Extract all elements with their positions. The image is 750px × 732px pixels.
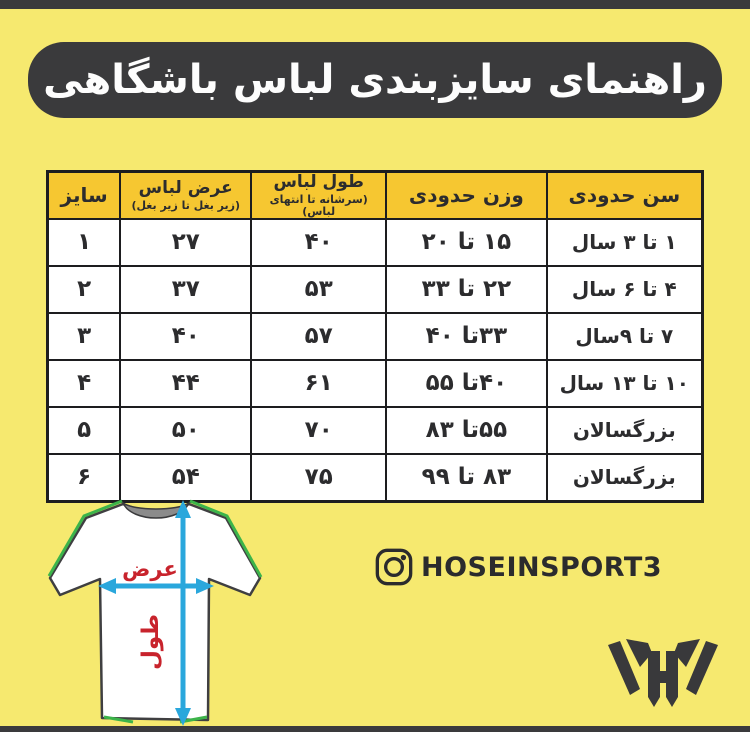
cell-weight: ۳۳تا ۴۰	[386, 313, 546, 360]
winged-h-emblem-icon	[600, 633, 726, 719]
cell-age: ۱۰ تا ۱۳ سال	[547, 360, 703, 407]
col-header-size	[48, 172, 121, 219]
cell-width: ۵۰	[120, 407, 251, 454]
cell-length: ۷۵	[251, 454, 386, 502]
cell-size: ۲	[48, 266, 121, 313]
cell-age: ۴ تا ۶ سال	[547, 266, 703, 313]
bottom-border-strip	[0, 726, 750, 732]
cell-age: بزرگسالان	[547, 407, 703, 454]
title-banner	[28, 42, 722, 118]
table-row	[48, 219, 703, 266]
cell-length: ۵۷	[251, 313, 386, 360]
col-header-weight-label: وزن حدودی	[408, 182, 524, 207]
table-row	[48, 407, 703, 454]
col-header-size-label: سایز	[60, 182, 108, 207]
table-row	[48, 266, 703, 313]
cell-size: ۴	[48, 360, 121, 407]
cell-width: ۴۰	[120, 313, 251, 360]
col-header-length-label: طول لباس	[273, 172, 364, 192]
table-row	[48, 360, 703, 407]
cell-weight: ۱۵ تا ۲۰	[386, 219, 546, 266]
col-header-width	[120, 172, 251, 219]
cell-age: ۱ تا ۳ سال	[547, 219, 703, 266]
cell-weight: ۸۳ تا ۹۹	[386, 454, 546, 502]
col-header-age-label: سن حدودی	[568, 182, 681, 207]
page-title: راهنمای سایزبندی لباس باشگاهی	[43, 57, 707, 103]
col-header-length-sublabel: (سرشانه تا انتهای لباس)	[269, 192, 368, 218]
cell-length: ۷۰	[251, 407, 386, 454]
cell-width: ۵۴	[120, 454, 251, 502]
size-table	[46, 170, 704, 503]
cell-width: ۴۴	[120, 360, 251, 407]
col-header-length	[251, 172, 386, 219]
cell-size: ۵	[48, 407, 121, 454]
col-header-weight	[386, 172, 546, 219]
length-label: طول	[138, 613, 164, 671]
cell-length: ۶۱	[251, 360, 386, 407]
tshirt-measurement-diagram	[38, 492, 278, 732]
cell-length: ۴۰	[251, 219, 386, 266]
width-label: عرض	[122, 557, 178, 581]
table-row	[48, 313, 703, 360]
tshirt-body	[50, 504, 260, 720]
cell-size: ۱	[48, 219, 121, 266]
cell-age: بزرگسالان	[547, 454, 703, 502]
cell-weight: ۵۵تا ۸۳	[386, 407, 546, 454]
col-header-width-label: عرض لباس	[138, 178, 233, 199]
cell-length: ۵۳	[251, 266, 386, 313]
cell-size: ۳	[48, 313, 121, 360]
cell-width: ۲۷	[120, 219, 251, 266]
cell-age: ۷ تا ۹سال	[547, 313, 703, 360]
cell-weight: ۲۲ تا ۳۳	[386, 266, 546, 313]
cell-width: ۳۷	[120, 266, 251, 313]
cell-weight: ۴۰تا ۵۵	[386, 360, 546, 407]
col-header-width-sublabel: (زیر بغل تا زیر بغل)	[131, 198, 241, 212]
table-header-row	[48, 172, 703, 219]
instagram-icon	[374, 547, 414, 587]
col-header-age	[547, 172, 703, 219]
instagram-handle	[374, 544, 662, 590]
instagram-handle-text: HOSEINSPORT3	[421, 551, 663, 583]
cell-size: ۶	[48, 454, 121, 502]
top-border-strip	[0, 0, 750, 9]
